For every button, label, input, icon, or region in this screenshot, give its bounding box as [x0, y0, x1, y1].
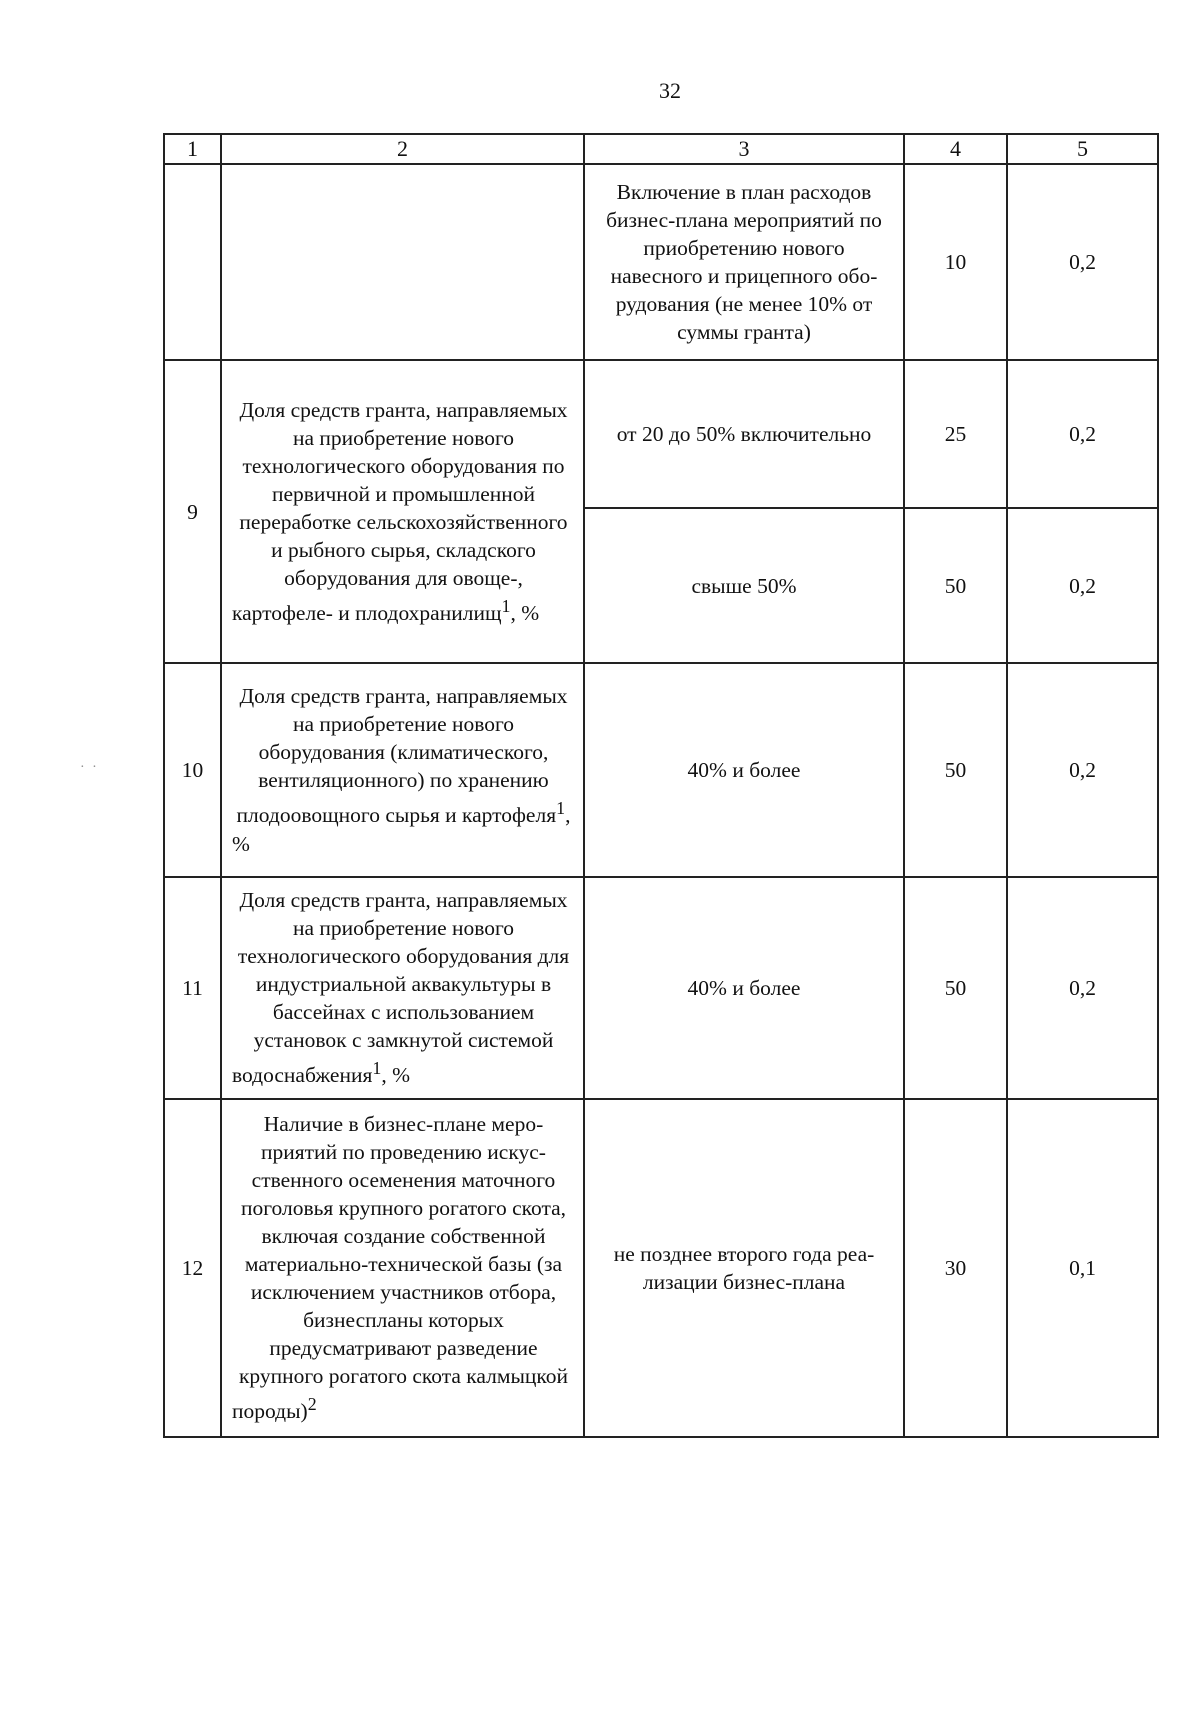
header-col-1: 1	[164, 134, 221, 164]
row-weight: 0,2	[1007, 877, 1158, 1099]
criterion-text: Доля средств гранта, направляемых на приобретение нового технологического оборудования для индустриальной аквакультуры в бассейнах с использованием установок с замкнутой системой водоснабжения	[232, 888, 570, 1088]
page-number: 32	[659, 78, 681, 103]
table-row	[164, 1099, 1158, 1437]
header-col-5: 5	[1007, 134, 1158, 164]
table-row	[164, 663, 1158, 877]
row-score: 50	[904, 877, 1007, 1099]
criterion-text: Наличие в бизнес-плане мероприятий по проведению искусственного осеменения маточного поголовья крупного рогатого скота, включая создание собственной материально-технической базы (за исключением участников отбора, бизнеспланы которых предусматривают разведение крупного рогатого скота калмыцкой породы)	[232, 1112, 569, 1424]
row-criterion	[221, 164, 584, 360]
criteria-table	[163, 133, 1159, 1438]
criterion-text: Доля средств гранта, направляемых на приобретение нового технологического оборудования по первичной и промышленной переработке сельскохозяйственного и рыбного сырья, складского оборудования для овоще-, картофеле- и плодохранилищ	[232, 397, 568, 626]
row-weight: 0,2	[1007, 164, 1158, 360]
footnote-ref: 1	[556, 798, 566, 819]
footnote-ref: 1	[501, 595, 511, 616]
row-number: 11	[164, 877, 221, 1099]
table-header-row	[164, 134, 1158, 164]
row-score: 50	[904, 663, 1007, 877]
row-weight: 0,1	[1007, 1099, 1158, 1437]
criterion-unit: , %	[381, 1063, 410, 1088]
row-criterion	[221, 1099, 584, 1437]
scan-artifact: · ·	[80, 760, 99, 775]
table-row	[164, 164, 1158, 360]
row-weight: 0,2	[1007, 508, 1158, 663]
row-criterion	[221, 360, 584, 663]
header-col-4: 4	[904, 134, 1007, 164]
table-row	[164, 360, 1158, 508]
table-row	[164, 877, 1158, 1099]
header-col-2: 2	[221, 134, 584, 164]
row-weight: 0,2	[1007, 360, 1158, 508]
row-condition: не позднее второго года реализации бизнес-плана	[584, 1099, 904, 1437]
row-number: 9	[164, 360, 221, 663]
row-weight: 0,2	[1007, 663, 1158, 877]
row-score: 30	[904, 1099, 1007, 1437]
criterion-text: Доля средств гранта, направляемых на приобретение нового оборудования (климатического, вентиляционного) по хранению плодоовощного сырья и картофеля	[236, 684, 568, 828]
criterion-unit: , %	[232, 803, 571, 856]
row-criterion	[221, 663, 584, 877]
row-criterion	[221, 877, 584, 1099]
row-condition: Включение в план расходов бизнес-плана мероприятий по приобретению нового навесного и прицепного оборудования (не менее 10% от суммы гранта)	[584, 164, 904, 360]
row-condition: 40% и более	[584, 663, 904, 877]
row-number: 10	[164, 663, 221, 877]
row-number	[164, 164, 221, 360]
row-condition: 40% и более	[584, 877, 904, 1099]
row-score: 25	[904, 360, 1007, 508]
footnote-ref: 2	[307, 1394, 317, 1415]
footnote-ref: 1	[372, 1058, 382, 1079]
row-condition: свыше 50%	[584, 508, 904, 663]
row-score: 10	[904, 164, 1007, 360]
criterion-unit: , %	[510, 601, 540, 626]
row-number: 12	[164, 1099, 221, 1437]
header-col-3: 3	[584, 134, 904, 164]
row-condition: от 20 до 50% включительно	[584, 360, 904, 508]
row-score: 50	[904, 508, 1007, 663]
